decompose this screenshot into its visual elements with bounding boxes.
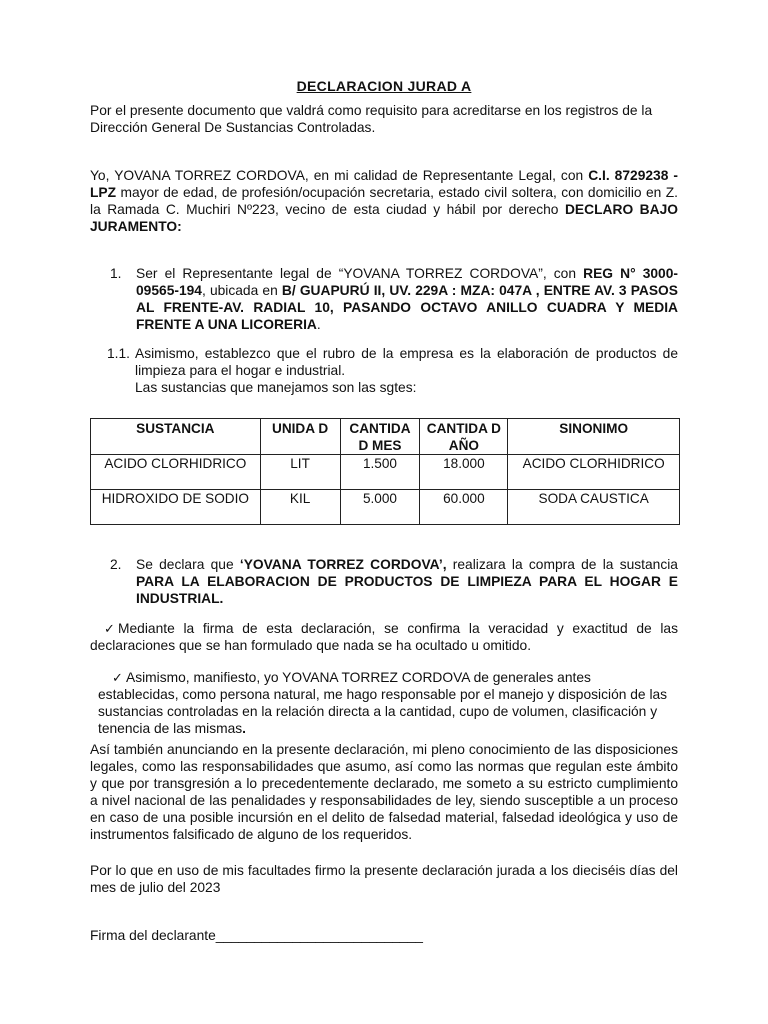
text-run: realizara la compra de la sustancia bbox=[446, 557, 678, 572]
table-header-cell: CANTIDA D MES bbox=[340, 419, 420, 455]
text-run: . bbox=[242, 721, 247, 736]
purpose: PARA LA ELABORACION DE PRODUCTOS DE LIMPIEZA PARA EL HOGAR E INDUSTRIAL. bbox=[136, 574, 678, 606]
id-number: C.I. 8729238 - LPZ bbox=[90, 168, 679, 200]
text-run: Mediante la firma de esta declaración, se confirma la veracidad y exactitud de las declaraciones que se han formulado que nada se ha ocultado u omitido. bbox=[90, 621, 678, 653]
table-row bbox=[91, 455, 680, 490]
intro-paragraph: Por el presente documento que valdrá como requisito para acreditarse en los registros de la Dirección General De Sustancias Controladas. bbox=[90, 103, 653, 135]
text-run: Ser el Representante legal de “YOVANA TORREZ CORDOVA”, con bbox=[136, 266, 584, 281]
table-cell: SODA CAUSTICA bbox=[508, 490, 680, 525]
address: B/ GUAPURÚ II, UV. 229A : MZA: 047A , ENTRE AV. 3 PASOS AL FRENTE-AV. RADIAL 10, PASANDO OCTAVO ANILLO CUADRA Y MEDIA FRENTE A UNA LICORERIA bbox=[136, 283, 678, 332]
text-run bbox=[98, 686, 678, 737]
list-item-2 bbox=[110, 556, 678, 607]
text-run: Asimismo, manifiesto, yo YOVANA TORREZ CORDOVA de generales antes bbox=[126, 670, 591, 685]
table-cell: 5.000 bbox=[340, 490, 420, 525]
list-item-text: Asimismo, establezco que el rubro de la empresa es la elaboración de productos de limpieza para el hogar e industrial. bbox=[135, 346, 678, 378]
table-cell: ACIDO CLORHIDRICO bbox=[91, 455, 261, 490]
table-cell: 18.000 bbox=[420, 455, 508, 490]
declarant-paragraph bbox=[90, 167, 678, 235]
checkmark-icon: ✓ bbox=[112, 670, 123, 685]
text-run: establecidas, como persona natural, me hago responsable por el manejo y disposición de las sustancias controladas en la relación directa a la cantidad, cupo de volumen, clasificación y tenencia de las mismas bbox=[98, 687, 668, 736]
table-header-cell: CANTIDA D AÑO bbox=[420, 419, 508, 455]
list-number: 1. bbox=[110, 266, 122, 281]
closing-paragraph: Por lo que en uso de mis facultades firmo la presente declaración jurada a los dieciséis días del mes de julio del 2023 bbox=[90, 863, 678, 895]
checkmark-paragraph-1 bbox=[90, 620, 678, 654]
table-cell: 60.000 bbox=[420, 490, 508, 525]
text-run: Se declara que bbox=[136, 557, 240, 572]
text-run: Yo, YOVANA TORREZ CORDOVA, en mi calidad de Representante Legal, con bbox=[90, 168, 589, 183]
checkmark-paragraph-2 bbox=[98, 669, 678, 737]
signature-line: Firma del declarante___________________________ bbox=[90, 928, 423, 943]
legal-paragraph: Así también anunciando en la presente declaración, mi pleno conocimiento de las disposiciones legales, como las responsabilidades que asumo, así como las normas que regulan este ámbito y que por transgresión a lo precedentemente declarado, me someto a su estricto cumplimiento a nivel nacional de las penalidades y responsabilidades de ley, siendo susceptible a un proceso en caso de una posible incursión en el delito de falsedad material, falsedad ideológica y uso de instrumentos falsificado de alguno de los requeridos. bbox=[90, 742, 678, 842]
table-header-row bbox=[91, 419, 680, 455]
table-header-cell: SUSTANCIA bbox=[91, 419, 261, 455]
registration-number: REG N° 3000-09565-194 bbox=[136, 266, 678, 298]
table-header-cell: UNIDA D bbox=[260, 419, 340, 455]
text-run: mayor de edad, de profesión/ocupación secretaria, estado civil soltera, con domicilio en Z. la Ramada C. Muchiri Nº223, vecino de esta ciudad y hábil por derecho bbox=[90, 185, 678, 217]
text-run: . bbox=[316, 317, 321, 332]
table-cell: HIDROXIDO DE SODIO bbox=[91, 490, 261, 525]
list-item-text bbox=[136, 556, 678, 607]
list-number: 2. bbox=[110, 557, 122, 572]
checkmark-icon: ✓ bbox=[104, 621, 115, 636]
table-cell: 1.500 bbox=[340, 455, 420, 490]
list-item-1 bbox=[110, 265, 678, 333]
list-item-text-2: Las sustancias que manejamos son las sgtes: bbox=[135, 380, 417, 395]
table-cell: LIT bbox=[260, 455, 340, 490]
list-item-text bbox=[136, 265, 678, 333]
table-header-cell: SINONIMO bbox=[508, 419, 680, 455]
table-cell: ACIDO CLORHIDRICO bbox=[508, 455, 680, 490]
substances-table bbox=[90, 418, 680, 525]
company-name: ‘YOVANA TORREZ CORDOVA’, bbox=[239, 557, 447, 572]
table-cell: KIL bbox=[260, 490, 340, 525]
list-item-1-1 bbox=[107, 345, 678, 396]
list-number: 1.1. bbox=[107, 346, 131, 361]
text-run: , ubicada en bbox=[201, 283, 282, 298]
table-row bbox=[91, 490, 680, 525]
declaration-phrase: DECLARO BAJO JURAMENTO: bbox=[90, 202, 678, 234]
document-title: DECLARACION JURAD A bbox=[296, 78, 472, 94]
